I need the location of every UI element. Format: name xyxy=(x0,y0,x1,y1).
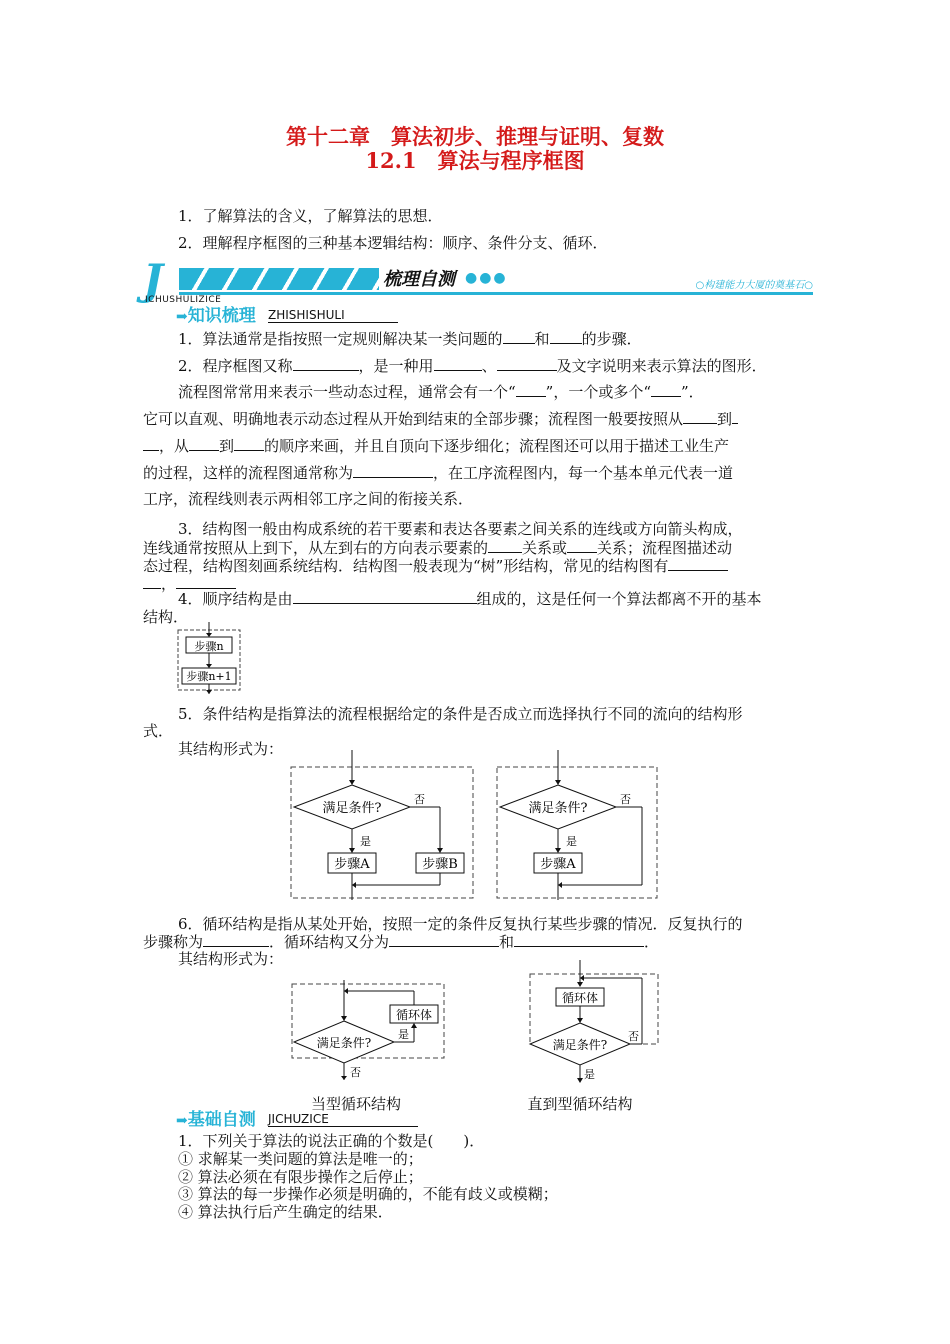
test-option-3: ③ 算法的每一步操作必须是明确的，不能有歧义或模糊； xyxy=(178,1185,558,1203)
knowledge-item-6-line-2: 步骤称为 ．循环结构又分为 和 ． xyxy=(143,933,660,951)
loop-condition-text: 满足条件? xyxy=(316,1036,372,1050)
goal-1: 1．了解算法的含义，了解算法的思想． xyxy=(178,207,443,225)
banner-motto: ○构建能力大厦的奠基石○ xyxy=(695,280,813,291)
knowledge-item-6-line-1: 6．循环结构是指从某处开始，按照一定的条件反复执行某些步骤的情况．反复执行的 xyxy=(178,915,743,933)
goal-2: 2．理解程序框图的三种基本逻辑结构：顺序、条件分支、循环． xyxy=(178,234,608,252)
knowledge-item-1: 1．算法通常是指按照一定规则解决某一类问题的 和 的步骤． xyxy=(178,330,642,348)
loop-yes-label: 是 xyxy=(398,1028,409,1041)
flow-line-3: ，从 到 的顺序来画，并且自顶向下逐步细化；流程图还可以用于描述工业生产 xyxy=(143,435,813,456)
test-option-4: ④ 算法执行后产生确定的结果． xyxy=(178,1203,393,1221)
banner-rule xyxy=(179,292,813,295)
section-knowledge-pinyin: ZHISHISHULI xyxy=(268,308,398,323)
knowledge-item-4: 4．顺序结构是由 组成的，这是任何一个算法都离不开的基本 xyxy=(178,590,762,608)
condition-text: 满足条件? xyxy=(528,801,588,816)
section-title: 12.1 算法与程序框图 xyxy=(365,148,585,173)
test-question-stem: 1．下列关于算法的说法正确的个数是( )． xyxy=(178,1132,485,1150)
arrow-right-icon: ➡ xyxy=(176,309,188,325)
section-test-pinyin: JICHUZICE xyxy=(268,1112,418,1127)
step-a-box: 步骤A xyxy=(334,857,370,872)
knowledge-item-2: 2．程序框图又称 ，是一种用 、 及文字说明来表示算法的图形． xyxy=(178,357,767,375)
branch-yes-label: 是 xyxy=(566,835,577,848)
arrow-right-icon: ➡ xyxy=(176,1113,188,1129)
sequence-step-2: 步骤n+1 xyxy=(186,670,232,683)
until-loop-caption: 直到型循环结构 xyxy=(527,1095,633,1113)
banner-dots: ●●● xyxy=(465,270,508,286)
chapter-title: 第十二章 算法初步、推理与证明、复数 xyxy=(286,124,664,149)
section-test-name: 基础自测 xyxy=(187,1110,256,1130)
section-banner xyxy=(143,255,813,305)
knowledge-item-6-line-3: 其结构形式为： xyxy=(178,950,284,968)
flow-line-4: 的过程，这样的流程图通常称为 ，在工序流程图内，每一个基本单元代表一道 xyxy=(143,464,734,482)
branch-yes-label: 是 xyxy=(360,835,371,848)
step-a-box: 步骤A xyxy=(540,857,576,872)
until-loop-diagram xyxy=(526,960,662,1084)
banner-label: 梳理自测 xyxy=(383,269,455,290)
while-loop-caption: 当型循环结构 xyxy=(310,1095,401,1113)
loop-no-label: 否 xyxy=(350,1066,361,1079)
condition-diagram-two-branch xyxy=(290,750,474,900)
knowledge-item-3-line-3: 态过程，结构图刻画系统结构．结构图一般表现为“树”形结构，常见的结构图有 xyxy=(143,555,813,576)
flow-line-1: 流程图常常用来表示一些动态过程，通常会有一个“ ”，一个或多个“ ”． xyxy=(178,383,704,401)
flow-line-2: 它可以直观、明确地表示动态过程从开始到结束的全部步骤；流程图一般要按照从 到 xyxy=(143,408,813,429)
test-option-1: ① 求解某一类问题的算法是唯一的； xyxy=(178,1150,423,1168)
loop-condition-text: 满足条件? xyxy=(552,1038,608,1052)
loop-yes-label: 是 xyxy=(584,1068,595,1081)
knowledge-item-4-line-2: 结构． xyxy=(143,608,189,626)
branch-no-label: 否 xyxy=(620,793,631,806)
test-option-2: ② 算法必须在有限步操作之后停止； xyxy=(178,1168,423,1186)
banner-letter: J xyxy=(143,255,163,304)
section-test-header xyxy=(176,1110,476,1130)
knowledge-item-5-line-3: 其结构形式为： xyxy=(178,740,284,758)
sequence-step-1: 步骤n xyxy=(194,640,224,653)
banner-stripe xyxy=(179,268,379,290)
section-knowledge-name: 知识梳理 xyxy=(187,306,256,326)
knowledge-item-3-line-1: 3．结构图一般由构成系统的若干要素和表达各要素之间关系的连线或方向箭头构成， xyxy=(178,520,743,538)
knowledge-item-3-line-4: ， xyxy=(143,573,813,594)
knowledge-item-3-line-2: 连线通常按照从上到下，从左到右的方向表示要素的 关系或 关系；流程图描述动 xyxy=(143,539,733,557)
condition-diagram-one-branch xyxy=(496,750,658,900)
loop-no-label: 否 xyxy=(628,1030,639,1043)
banner-pinyin: ICHUSHULIZICE xyxy=(145,295,222,305)
sequence-diagram xyxy=(176,622,246,694)
condition-text: 满足条件? xyxy=(322,801,382,816)
knowledge-item-5-line-2: 式． xyxy=(143,722,174,740)
loop-body-box: 循环体 xyxy=(561,991,599,1005)
branch-no-label: 否 xyxy=(414,793,425,806)
step-b-box: 步骤B xyxy=(422,857,458,872)
flow-line-5: 工序，流程线则表示两相邻工序之间的衔接关系． xyxy=(143,490,474,508)
knowledge-item-5-line-1: 5．条件结构是指算法的流程根据给定的条件是否成立而选择执行不同的流向的结构形 xyxy=(178,705,743,723)
section-knowledge-header xyxy=(176,306,476,326)
loop-body-box: 循环体 xyxy=(395,1008,433,1022)
while-loop-diagram xyxy=(290,980,446,1080)
